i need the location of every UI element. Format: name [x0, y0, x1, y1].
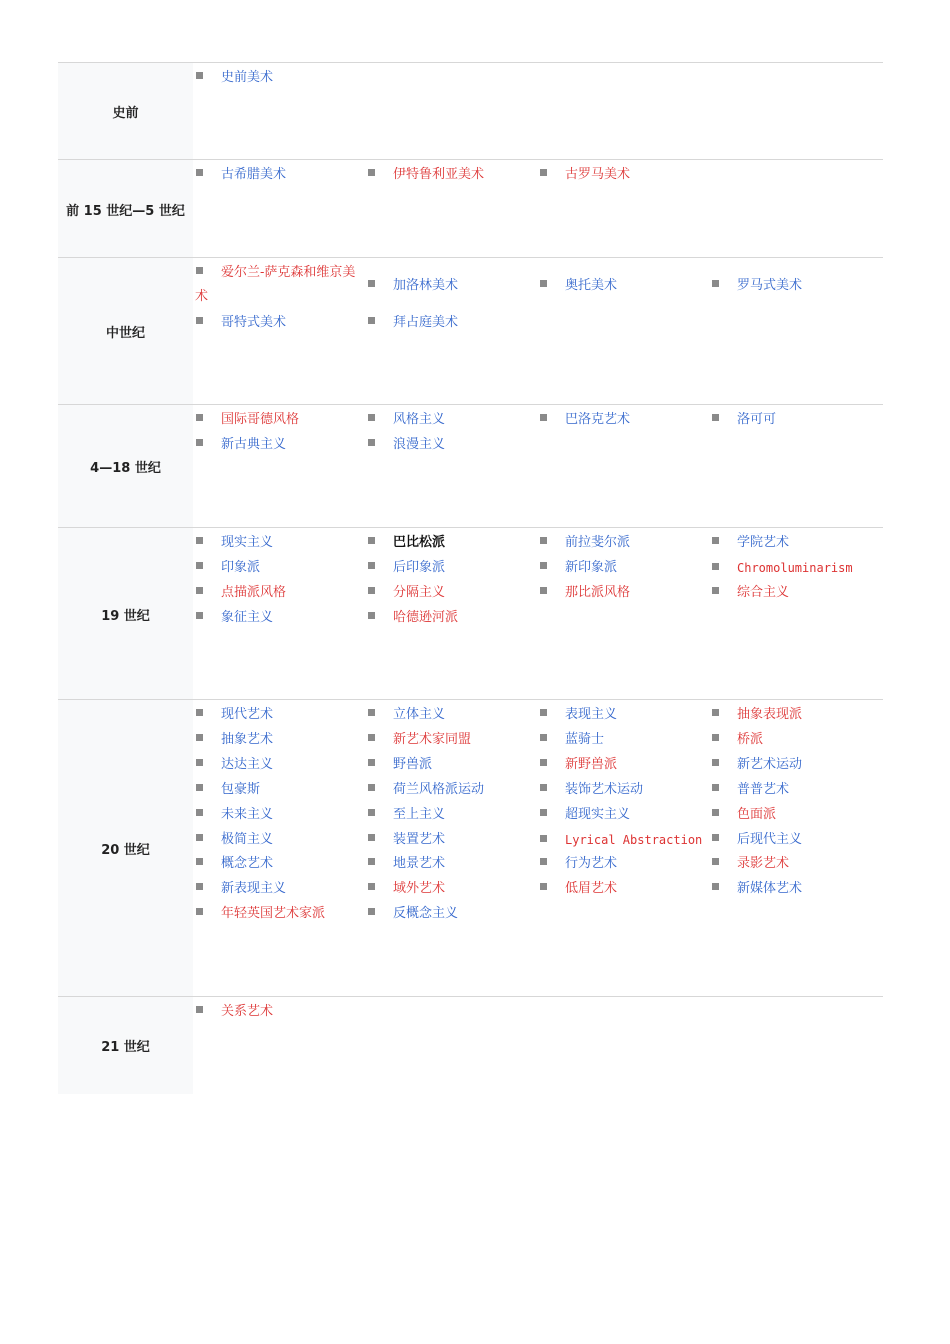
movement-link[interactable]: 哈德逊河派: [393, 609, 459, 625]
movement-link[interactable]: 野兽派: [393, 756, 433, 772]
square-bullet-icon: [540, 809, 547, 816]
movement-link[interactable]: 现实主义: [221, 535, 274, 550]
movement-item[interactable]: [195, 1000, 363, 1024]
movement-item[interactable]: [195, 556, 363, 580]
movement-item[interactable]: [711, 531, 879, 555]
square-bullet-icon: [196, 734, 203, 741]
movement-item[interactable]: [539, 703, 707, 727]
movement-link[interactable]: 达达主义: [221, 756, 274, 772]
movement-link[interactable]: 分隔主义: [393, 584, 446, 600]
square-bullet-icon: [196, 908, 203, 915]
movement-item[interactable]: [711, 803, 879, 827]
movement-link[interactable]: 新古典主义: [221, 436, 287, 452]
movement-link[interactable]: 拜占庭美术: [393, 315, 459, 330]
square-bullet-icon: [368, 280, 375, 287]
movement-item[interactable]: [367, 877, 535, 901]
movement-link[interactable]: 色面派: [737, 806, 777, 822]
movement-item[interactable]: [539, 531, 707, 555]
movement-link[interactable]: 表现主义: [565, 707, 618, 722]
movement-link[interactable]: 抽象表现派: [737, 707, 803, 722]
movement-item[interactable]: [539, 753, 707, 777]
movement-link[interactable]: 古罗马美术: [565, 167, 631, 182]
square-bullet-icon: [196, 414, 203, 421]
movement-item[interactable]: [711, 778, 879, 802]
movement-link[interactable]: Chromoluminarism: [737, 560, 853, 575]
movement-item[interactable]: [711, 728, 879, 752]
movement-list: [195, 405, 883, 528]
movement-item[interactable]: [539, 556, 707, 580]
period-label: 4—18 世纪: [58, 405, 193, 528]
square-bullet-icon: [196, 439, 203, 446]
square-bullet-icon: [368, 784, 375, 791]
movement-item[interactable]: [711, 408, 879, 432]
square-bullet-icon: [712, 759, 719, 766]
movement-link[interactable]: 现代艺术: [221, 707, 274, 722]
square-bullet-icon: [712, 280, 719, 287]
square-bullet-icon: [712, 834, 719, 841]
square-bullet-icon: [196, 562, 203, 569]
square-bullet-icon: [712, 563, 719, 570]
square-bullet-icon: [196, 883, 203, 890]
movement-item[interactable]: [195, 66, 363, 90]
movement-link[interactable]: 奥托美术: [565, 278, 618, 293]
movement-link[interactable]: 伊特鲁利亚美术: [393, 167, 485, 182]
square-bullet-icon: [540, 169, 547, 176]
movement-link[interactable]: 装饰艺术运动: [565, 781, 644, 797]
movement-item[interactable]: [195, 902, 363, 926]
period-label: 20 世纪: [58, 700, 193, 997]
square-bullet-icon: [540, 858, 547, 865]
square-bullet-icon: [712, 809, 719, 816]
movement-link[interactable]: 装置艺术: [393, 831, 446, 847]
movement-link[interactable]: 录影艺术: [737, 856, 790, 872]
square-bullet-icon: [368, 858, 375, 865]
movement-link[interactable]: 立体主义: [393, 707, 446, 722]
movement-list: [195, 700, 883, 997]
movement-item[interactable]: [539, 803, 707, 827]
square-bullet-icon: [540, 709, 547, 716]
movement-link[interactable]: 前拉斐尔派: [565, 535, 631, 550]
movement-item[interactable]: [367, 408, 535, 432]
movement-item[interactable]: [195, 433, 363, 457]
movement-link[interactable]: 国际哥德风格: [221, 412, 300, 427]
movement-link[interactable]: 荷兰风格派运动: [393, 781, 485, 797]
movement-item[interactable]: [367, 556, 535, 580]
square-bullet-icon: [712, 883, 719, 890]
square-bullet-icon: [368, 587, 375, 594]
movement-item[interactable]: [367, 311, 535, 335]
movement-item[interactable]: [367, 852, 535, 876]
square-bullet-icon: [196, 267, 203, 274]
movement-item[interactable]: [711, 852, 879, 876]
movement-item[interactable]: [367, 274, 535, 298]
square-bullet-icon: [540, 734, 547, 741]
movement-link[interactable]: 关系艺术: [221, 1004, 274, 1019]
movement-link[interactable]: 极简主义: [221, 831, 274, 847]
movement-link[interactable]: 象征主义: [221, 609, 274, 625]
square-bullet-icon: [540, 883, 547, 890]
square-bullet-icon: [368, 759, 375, 766]
movement-item[interactable]: [711, 703, 879, 727]
square-bullet-icon: [196, 537, 203, 544]
square-bullet-icon: [712, 587, 719, 594]
movement-item[interactable]: [539, 728, 707, 752]
movement-link[interactable]: 巴比松派: [393, 535, 446, 550]
movement-link[interactable]: 新野兽派: [565, 756, 618, 772]
movement-link[interactable]: 低眉艺术: [565, 881, 618, 897]
movement-link[interactable]: 印象派: [221, 559, 261, 575]
movement-link[interactable]: 地景艺术: [393, 856, 446, 872]
movement-link[interactable]: 洛可可: [737, 412, 777, 427]
movement-item[interactable]: [367, 778, 535, 802]
square-bullet-icon: [368, 562, 375, 569]
movement-item[interactable]: [367, 581, 535, 605]
movement-item[interactable]: [539, 581, 707, 605]
movement-list: [195, 63, 883, 160]
period-label: 19 世纪: [58, 528, 193, 700]
period-label: 前 15 世纪—5 世纪: [58, 160, 193, 258]
movement-item[interactable]: [367, 606, 535, 630]
movement-item[interactable]: [195, 703, 363, 727]
movement-item[interactable]: [367, 803, 535, 827]
movement-link[interactable]: 新表现主义: [221, 881, 287, 897]
square-bullet-icon: [540, 784, 547, 791]
square-bullet-icon: [712, 734, 719, 741]
square-bullet-icon: [540, 587, 547, 594]
movement-list: [195, 997, 883, 1094]
square-bullet-icon: [368, 734, 375, 741]
movement-list: [195, 160, 883, 258]
period-row: [58, 257, 883, 405]
movement-link[interactable]: 未来主义: [221, 806, 274, 822]
movement-item[interactable]: [711, 753, 879, 777]
movement-link[interactable]: 史前美术: [221, 70, 274, 85]
square-bullet-icon: [196, 1006, 203, 1013]
period-label: 中世纪: [58, 258, 193, 405]
period-row: [58, 699, 883, 997]
square-bullet-icon: [196, 72, 203, 79]
square-bullet-icon: [196, 709, 203, 716]
movement-link[interactable]: 学院艺术: [737, 535, 790, 550]
period-label: 21 世纪: [58, 997, 193, 1094]
square-bullet-icon: [368, 169, 375, 176]
movement-link[interactable]: 新印象派: [565, 559, 618, 575]
movement-item[interactable]: [711, 556, 879, 581]
movement-link[interactable]: 综合主义: [737, 584, 790, 600]
movement-item[interactable]: [195, 828, 363, 852]
movement-link[interactable]: 罗马式美术: [737, 278, 803, 293]
movement-item[interactable]: [539, 852, 707, 876]
movement-link[interactable]: 哥特式美术: [221, 315, 287, 330]
square-bullet-icon: [368, 908, 375, 915]
movement-link[interactable]: 爱尔兰-萨克森和维京美术: [195, 265, 356, 304]
square-bullet-icon: [540, 562, 547, 569]
movement-item[interactable]: [711, 828, 879, 852]
movement-link[interactable]: 反概念主义: [393, 906, 459, 922]
movement-item[interactable]: [539, 877, 707, 901]
square-bullet-icon: [196, 587, 203, 594]
movement-link[interactable]: 桥派: [737, 731, 764, 747]
square-bullet-icon: [368, 439, 375, 446]
movement-link[interactable]: 域外艺术: [393, 881, 446, 897]
movement-item[interactable]: [367, 753, 535, 777]
movement-item[interactable]: [195, 778, 363, 802]
square-bullet-icon: [368, 612, 375, 619]
movement-item[interactable]: [711, 581, 879, 605]
movement-link[interactable]: 至上主义: [393, 806, 446, 822]
square-bullet-icon: [712, 414, 719, 421]
movement-link[interactable]: 新媒体艺术: [737, 881, 803, 897]
square-bullet-icon: [540, 759, 547, 766]
movement-item[interactable]: [367, 828, 535, 852]
movement-item[interactable]: [367, 902, 535, 926]
movement-link[interactable]: 点描派风格: [221, 584, 287, 600]
square-bullet-icon: [540, 414, 547, 421]
square-bullet-icon: [712, 858, 719, 865]
movement-item[interactable]: [367, 703, 535, 727]
movement-item[interactable]: [367, 531, 535, 555]
square-bullet-icon: [540, 280, 547, 287]
movement-item[interactable]: [711, 877, 879, 901]
square-bullet-icon: [196, 784, 203, 791]
movement-list: [195, 258, 883, 405]
movement-item[interactable]: [195, 163, 363, 187]
square-bullet-icon: [712, 709, 719, 716]
square-bullet-icon: [540, 537, 547, 544]
square-bullet-icon: [196, 858, 203, 865]
square-bullet-icon: [368, 414, 375, 421]
movement-list: [195, 528, 883, 700]
movement-link[interactable]: 抽象艺术: [221, 731, 274, 747]
movement-link[interactable]: 超现实主义: [565, 806, 631, 822]
movement-link[interactable]: 新艺术运动: [737, 756, 803, 772]
movement-item[interactable]: [195, 728, 363, 752]
movement-link[interactable]: 新艺术家同盟: [393, 731, 472, 747]
movement-item[interactable]: [195, 606, 363, 630]
period-row: [58, 996, 883, 1094]
movement-item[interactable]: [195, 408, 363, 432]
movement-link[interactable]: 浪漫主义: [393, 436, 446, 452]
square-bullet-icon: [368, 709, 375, 716]
square-bullet-icon: [540, 835, 547, 842]
movement-item[interactable]: [195, 261, 363, 309]
movement-link[interactable]: 巴洛克艺术: [565, 412, 631, 427]
movement-link[interactable]: 行为艺术: [565, 856, 618, 872]
movement-link[interactable]: 后印象派: [393, 559, 446, 575]
movement-link[interactable]: 年轻英国艺术家派: [221, 906, 326, 922]
square-bullet-icon: [368, 834, 375, 841]
movement-link[interactable]: 蓝骑士: [565, 731, 605, 747]
movement-item[interactable]: [195, 877, 363, 901]
movement-item[interactable]: [195, 753, 363, 777]
period-label: 史前: [58, 63, 193, 160]
movement-item[interactable]: [539, 778, 707, 802]
movement-link[interactable]: 风格主义: [393, 412, 446, 427]
movement-item[interactable]: [195, 581, 363, 605]
square-bullet-icon: [368, 883, 375, 890]
square-bullet-icon: [196, 317, 203, 324]
movement-link[interactable]: 普普艺术: [737, 781, 790, 797]
square-bullet-icon: [196, 759, 203, 766]
period-row: [58, 527, 883, 700]
period-row: [58, 159, 883, 258]
square-bullet-icon: [196, 834, 203, 841]
square-bullet-icon: [368, 537, 375, 544]
movement-link[interactable]: Lyrical Abstraction: [565, 832, 703, 847]
movement-item[interactable]: [195, 803, 363, 827]
square-bullet-icon: [712, 784, 719, 791]
square-bullet-icon: [196, 612, 203, 619]
square-bullet-icon: [196, 169, 203, 176]
movement-link[interactable]: 包豪斯: [221, 781, 261, 797]
movement-item[interactable]: [539, 163, 707, 187]
period-row: [58, 404, 883, 528]
square-bullet-icon: [368, 809, 375, 816]
movement-link[interactable]: 后现代主义: [737, 831, 803, 847]
square-bullet-icon: [196, 809, 203, 816]
period-row: [58, 62, 883, 160]
movement-link[interactable]: 古希腊美术: [221, 167, 287, 182]
movement-item[interactable]: [539, 828, 707, 853]
square-bullet-icon: [368, 317, 375, 324]
movement-item[interactable]: [539, 408, 707, 432]
movement-item[interactable]: [367, 433, 535, 457]
movement-link[interactable]: 加洛林美术: [393, 278, 459, 293]
movement-link[interactable]: 概念艺术: [221, 856, 274, 872]
movement-item[interactable]: [195, 311, 363, 335]
movement-item[interactable]: [367, 163, 535, 187]
movement-item[interactable]: [195, 531, 363, 555]
movement-link[interactable]: 那比派风格: [565, 584, 631, 600]
movement-item[interactable]: [367, 728, 535, 752]
movement-item[interactable]: [195, 852, 363, 876]
movement-item[interactable]: [539, 274, 707, 298]
square-bullet-icon: [712, 537, 719, 544]
movement-item[interactable]: [711, 274, 879, 298]
